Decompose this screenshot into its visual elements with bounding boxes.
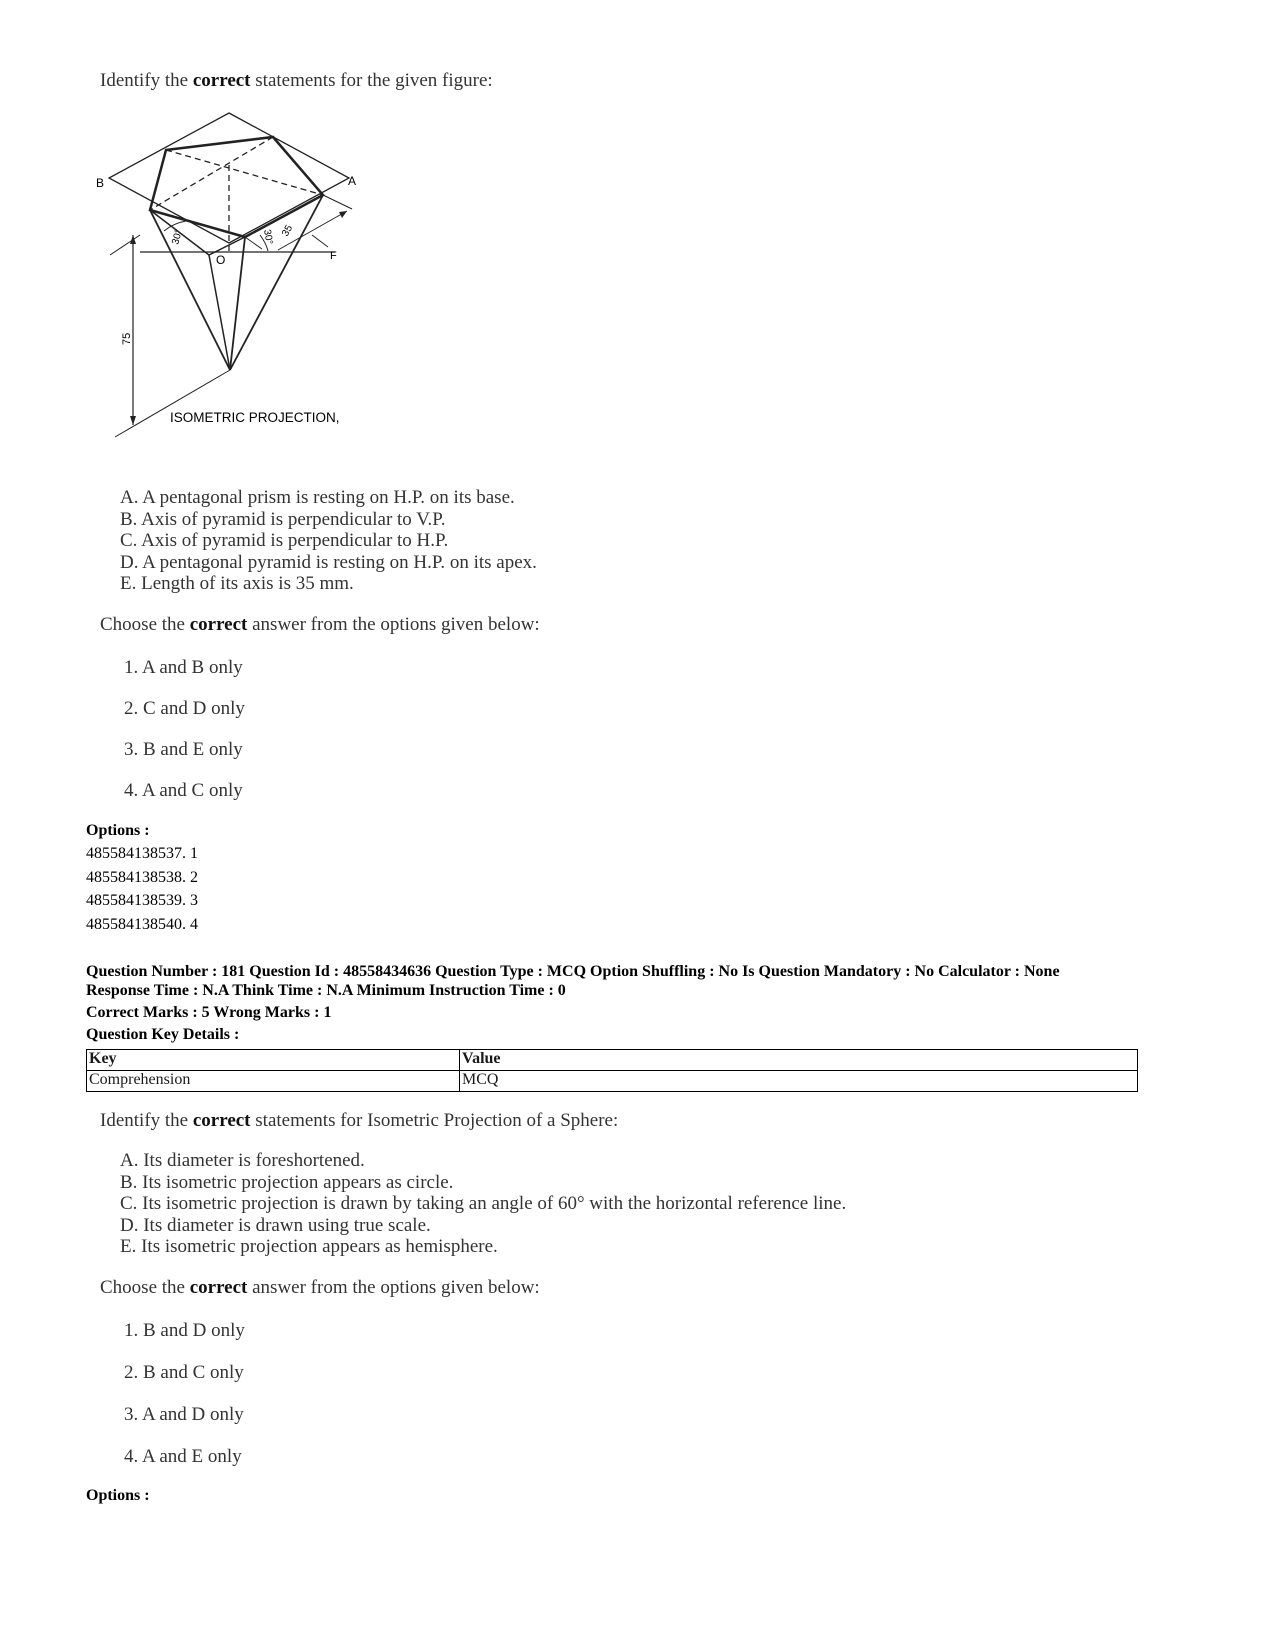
q2-answer-3[interactable]: 3. A and D only	[124, 1404, 244, 1425]
option-id: 485584138539. 3	[86, 892, 198, 909]
isometric-projection-figure	[90, 105, 390, 450]
q2-statements	[120, 1150, 846, 1258]
figure-caption: ISOMETRIC PROJECTION,	[170, 410, 340, 425]
meta-line-3: Correct Marks : 5 Wrong Marks : 1	[86, 1004, 332, 1021]
option-id: 485584138538. 2	[86, 868, 198, 886]
statement: E. Length of its axis is 35 mm.	[120, 573, 354, 594]
statement: A. Its diameter is foreshortened.	[120, 1150, 365, 1171]
angle-left-label: 30°	[170, 228, 185, 246]
q1-answer-4[interactable]: 4. A and C only	[124, 780, 243, 801]
q2-answer-4[interactable]: 4. A and E only	[124, 1446, 242, 1467]
table-header-row	[87, 1050, 1138, 1071]
option-id: 485584138540. 4	[86, 915, 198, 933]
q2-choose-instruction: Choose the correct answer from the options given below:	[100, 1277, 540, 1298]
q2-answer-2[interactable]: 2. B and C only	[124, 1362, 244, 1383]
statement: C. Its isometric projection is drawn by taking an angle of 60° with the horizontal reference line.	[120, 1193, 847, 1214]
label-b: B	[96, 176, 105, 190]
angle-mid-label: 30°	[261, 228, 275, 246]
meta-line-1: Question Number : 181 Question Id : 48558434636 Question Type : MCQ Option Shuffling : No Is Question Mandatory : No Calculator : None	[86, 963, 1060, 980]
question-key-table	[86, 1049, 1138, 1092]
label-a: A	[348, 174, 357, 188]
q1-title: Identify the correct statements for the given figure:	[100, 70, 493, 91]
table-cell-value: MCQ	[460, 1071, 1138, 1092]
q1-statements	[120, 487, 537, 595]
statement: D. Its diameter is drawn using true scale.	[120, 1214, 431, 1236]
q1-answer-2[interactable]: 2. C and D only	[124, 698, 245, 719]
q1-options-label: Options :	[86, 822, 150, 839]
statement: B. Axis of pyramid is perpendicular to V.P.	[120, 508, 446, 530]
label-f: F	[330, 250, 337, 262]
table-header-key: Key	[87, 1050, 460, 1071]
statement: B. Its isometric projection appears as circle.	[120, 1171, 454, 1193]
q2-options-label: Options :	[86, 1487, 150, 1504]
q1-option-ids	[86, 842, 198, 936]
table-row	[87, 1071, 1138, 1092]
dimension-35-label: 35	[280, 223, 296, 239]
statement: A. A pentagonal prism is resting on H.P. on its base.	[120, 487, 515, 508]
dimension-75-label: 75	[121, 332, 133, 345]
question-meta	[86, 961, 1236, 1046]
table-cell-key: Comprehension	[87, 1071, 460, 1092]
q1-answer-3[interactable]: 3. B and E only	[124, 739, 243, 760]
q1-choose-instruction: Choose the correct answer from the options given below:	[100, 614, 540, 635]
statement: C. Axis of pyramid is perpendicular to H.P.	[120, 530, 449, 551]
label-o: O	[216, 253, 226, 267]
q1-answer-1[interactable]: 1. A and B only	[124, 657, 243, 678]
option-id: 485584138537. 1	[86, 845, 198, 862]
meta-line-4: Question Key Details :	[86, 1026, 240, 1043]
pentagon-face	[150, 137, 323, 237]
table-header-value: Value	[460, 1050, 1138, 1071]
statement: E. Its isometric projection appears as hemisphere.	[120, 1236, 498, 1257]
q2-title: Identify the correct statements for Isometric Projection of a Sphere:	[100, 1110, 619, 1131]
q2-answer-1[interactable]: 1. B and D only	[124, 1320, 245, 1341]
meta-line-2: Response Time : N.A Think Time : N.A Minimum Instruction Time : 0	[86, 982, 566, 999]
statement: D. A pentagonal pyramid is resting on H.P. on its apex.	[120, 551, 537, 573]
